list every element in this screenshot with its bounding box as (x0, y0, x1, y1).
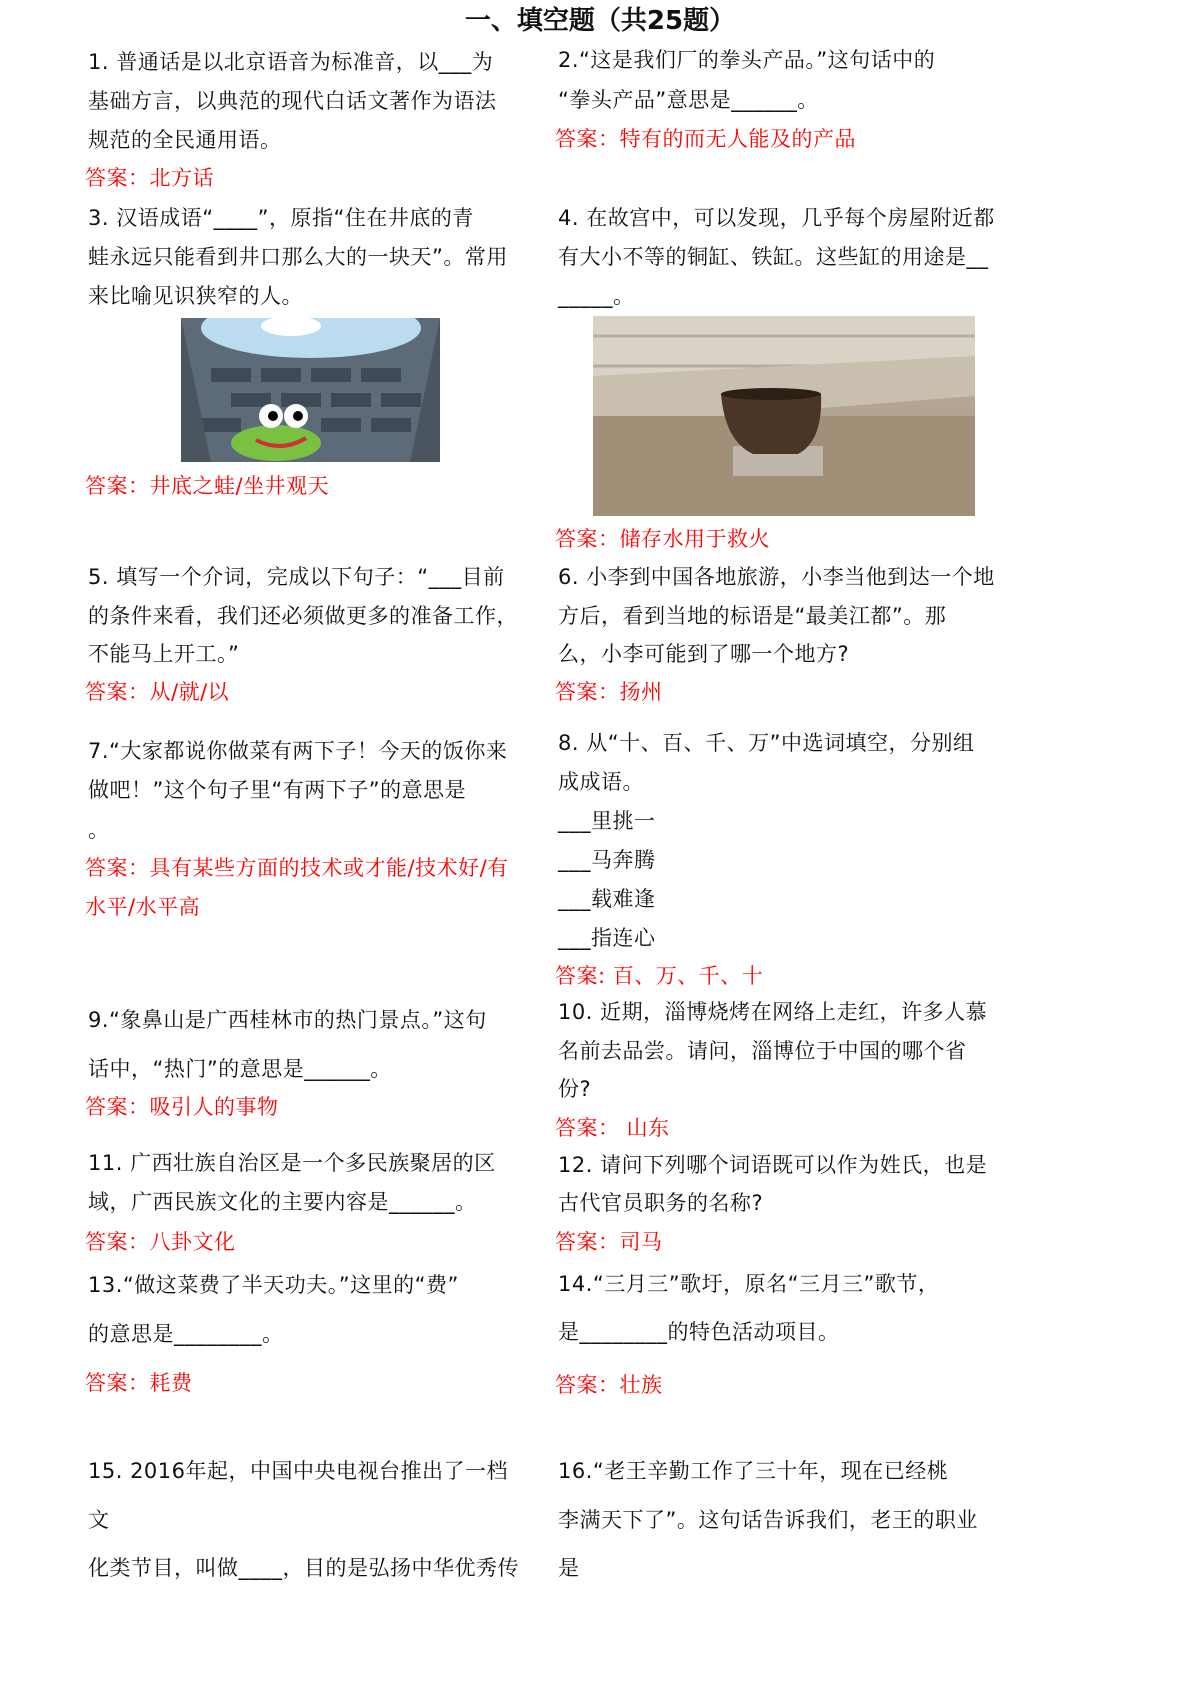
answer-text: 答案：司马 (555, 1230, 663, 1254)
question-text-line: 蛙永远只能看到井口那么大的一块天”。常用 (88, 245, 508, 269)
question-text-line: 12. 请问下列哪个词语既可以作为姓氏，也是 (558, 1153, 988, 1177)
question-text-line: 李满天下了”。这句话告诉我们，老王的职业 (558, 1508, 978, 1532)
question-text-line: 的意思是________。 (88, 1322, 284, 1346)
question-text-line: ___里挑一 (558, 809, 656, 833)
question-text-line: 5. 填写一个介词，完成以下句子：“___目前 (88, 565, 505, 589)
question-text-line: _____。 (558, 284, 635, 308)
question-text-line: 16.“老王辛勤工作了三十年，现在已经桃 (558, 1459, 949, 1483)
question-text-line: 是________的特色活动项目。 (558, 1320, 840, 1344)
answer-text: 答案：储存水用于救火 (555, 527, 770, 551)
question-text-line: 来比喻见识狭窄的人。 (88, 284, 303, 308)
question-text-line: 份? (558, 1077, 592, 1101)
frog-in-well-illustration (181, 318, 440, 462)
question-text-line: 3. 汉语成语“____”，原指“住在井底的青 (88, 206, 474, 230)
answer-text: 答案：耗费 (85, 1371, 193, 1395)
question-text-line: 有大小不等的铜缸、铁缸。这些缸的用途是__ (558, 245, 989, 269)
question-text-line: 域，广西民族文化的主要内容是______。 (88, 1190, 477, 1214)
answer-text: 答案：特有的而无人能及的产品 (555, 127, 856, 151)
answer-text: 答案：吸引人的事物 (85, 1095, 279, 1119)
question-text-line: 9.“象鼻山是广西桂林市的热门景点。”这句 (88, 1008, 487, 1032)
question-text-line: 6. 小李到中国各地旅游，小李当他到达一个地 (558, 565, 995, 589)
section-title: 一、填空题（共25题） (464, 6, 736, 36)
question-text-line: 做吧！”这个句子里“有两下子”的意思是 (88, 778, 467, 802)
question-text-line: 名前去品尝。请问，淄博位于中国的哪个省 (558, 1039, 967, 1063)
question-text-line: 古代官员职务的名称? (558, 1191, 764, 1215)
question-text-line: 4. 在故宫中，可以发现，几乎每个房屋附近都 (558, 206, 995, 230)
question-text-line: 么，小李可能到了哪一个地方? (558, 642, 850, 666)
question-text-line: 。 (88, 818, 110, 842)
question-text-line: 方后，看到当地的标语是“最美江都”。那 (558, 604, 947, 628)
question-text-line: 基础方言，以典范的现代白话文著作为语法 (88, 89, 497, 113)
answer-text: 水平/水平高 (85, 895, 201, 919)
question-text-line: 不能马上开工。” (88, 642, 240, 666)
question-text-line: 的条件来看，我们还必须做更多的准备工作， (88, 604, 518, 628)
answer-text: 答案：扬州 (555, 680, 663, 704)
question-text-line: ___指连心 (558, 926, 656, 950)
question-text-line: 是 (558, 1556, 580, 1580)
question-text-line: 1. 普通话是以北京语音为标准音，以___为 (88, 50, 494, 74)
question-text-line: 15. 2016年起，中国中央电视台推出了一档 (88, 1459, 509, 1483)
answer-text: 答案： 山东 (555, 1116, 670, 1140)
answer-text: 答案：北方话 (85, 166, 214, 190)
question-text-line: 成成语。 (558, 770, 644, 794)
answer-text: 答案：井底之蛙/坐井观天 (85, 474, 330, 498)
question-text-line: 文 (88, 1508, 110, 1532)
answer-text: 答案：具有某些方面的技术或才能/技术好/有 (85, 856, 509, 880)
answer-text: 答案：从/就/以 (85, 680, 230, 704)
iron-vat-photo (593, 316, 975, 516)
question-text-line: 2.“这是我们厂的拳头产品。”这句话中的 (558, 48, 936, 72)
question-text-line: “拳头产品”意思是______。 (558, 88, 819, 112)
question-text-line: 14.“三月三”歌圩，原名“三月三”歌节， (558, 1272, 940, 1296)
question-text-line: 10. 近期，淄博烧烤在网络上走红，许多人慕 (558, 1000, 988, 1024)
question-text-line: 化类节目，叫做____，目的是弘扬中华优秀传 (88, 1556, 519, 1580)
answer-text: 答案：壮族 (555, 1373, 663, 1397)
question-text-line: 11. 广西壮族自治区是一个多民族聚居的区 (88, 1151, 496, 1175)
answer-text: 答案: 百、万、千、十 (555, 964, 764, 988)
question-text-line: 8. 从“十、百、千、万”中选词填空，分别组 (558, 731, 975, 755)
question-text-line: ___载难逢 (558, 887, 656, 911)
question-text-line: 话中，“热门”的意思是______。 (88, 1057, 392, 1081)
question-text-line: 7.“大家都说你做菜有两下子！今天的饭你来 (88, 739, 508, 763)
answer-text: 答案：八卦文化 (85, 1230, 236, 1254)
question-text-line: 13.“做这菜费了半天功夫。”这里的“费” (88, 1273, 459, 1297)
question-text-line: 规范的全民通用语。 (88, 128, 282, 152)
question-text-line: ___马奔腾 (558, 848, 656, 872)
